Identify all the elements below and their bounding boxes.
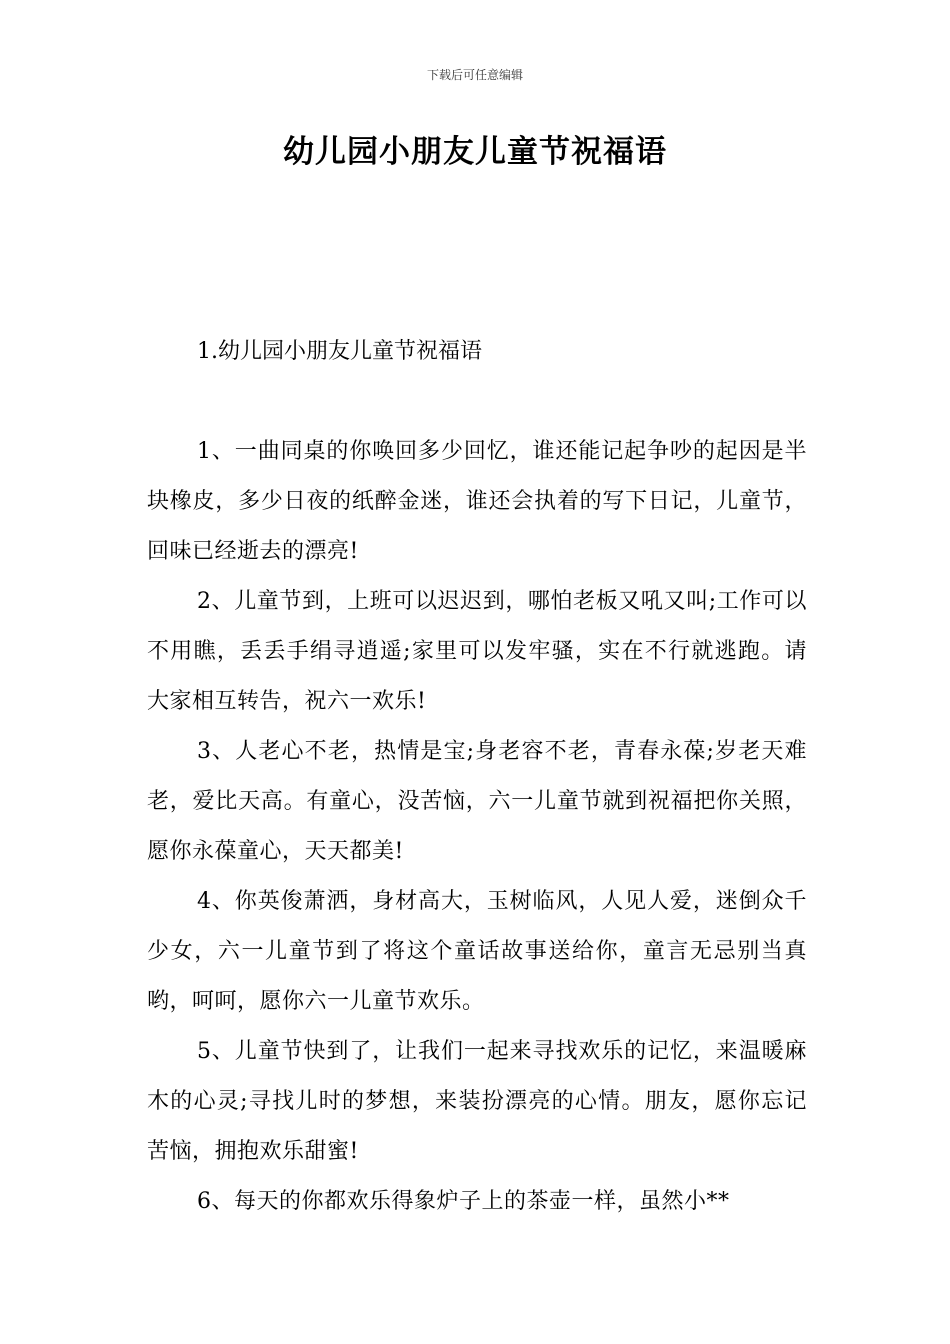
paragraph-6: 6、每天的你都欢乐得象炉子上的茶壶一样，虽然小**: [197, 1189, 730, 1214]
header-note: 下载后可任意编辑: [426, 68, 523, 82]
body-text: [147, 427, 807, 1227]
document-title: 幼儿园小朋友儿童节祝福语: [283, 134, 667, 170]
paragraph-3: 3、人老心不老，热情是宝;身老容不老，青春永葆;岁老天难老，爱比天高。有童心，没苦恼，六一儿童节就到祝福把你关照，愿你永葆童心，天天都美!: [147, 739, 807, 864]
paragraph-2: 2、儿童节到，上班可以迟迟到，哪怕老板又吼又叫;工作可以不用瞧，丢丢手绢寻逍遥;家里可以发牢骚，实在不行就逃跑。请大家相互转告，祝六一欢乐!: [147, 589, 807, 714]
paragraph-5: 5、儿童节快到了，让我们一起来寻找欢乐的记忆，来温暖麻木的心灵;寻找儿时的梦想，来装扮漂亮的心情。朋友，愿你忘记苦恼，拥抱欢乐甜蜜!: [147, 1039, 807, 1164]
paragraph-1: 1、一曲同桌的你唤回多少回忆，谁还能记起争吵的起因是半块橡皮，多少日夜的纸醉金迷，谁还会执着的写下日记，儿童节，回味已经逝去的漂亮!: [147, 439, 807, 564]
paragraph-4: 4、你英俊萧洒，身材高大，玉树临风，人见人爱，迷倒众千少女，六一儿童节到了将这个童话故事送给你，童言无忌别当真哟，呵呵，愿你六一儿童节欢乐。: [147, 889, 807, 1014]
section-heading: 1.幼儿园小朋友儿童节祝福语: [197, 339, 482, 364]
